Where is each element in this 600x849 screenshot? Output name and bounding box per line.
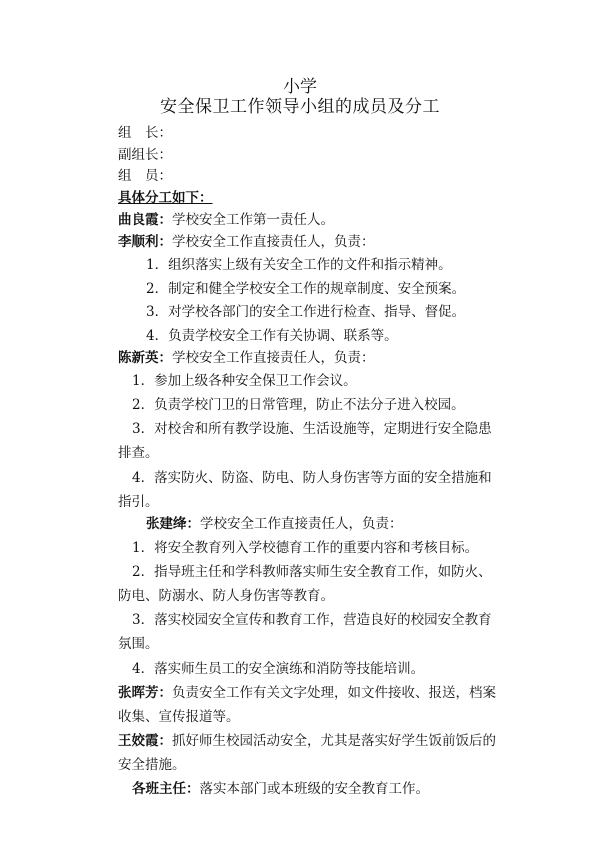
list-item-cont: 指引。 — [118, 494, 159, 510]
assignment-chen — [118, 349, 375, 367]
roster-member: 组 员： — [118, 168, 172, 184]
assignment-zhang-jj — [146, 515, 403, 533]
assignment-li — [118, 233, 375, 251]
list-item: 3．对校舍和所有教学设施、生活设施等，定期进行安全隐患 — [132, 421, 492, 437]
list-item: 4．负责学校安全工作有关协调、联系等。 — [146, 328, 398, 344]
assignment-class-teachers — [132, 780, 429, 798]
duty-text: 落实本部门或本班级的安全教育工作。 — [199, 781, 429, 797]
assignment-qu — [118, 211, 334, 229]
list-item: 3．落实校园安全宣传和教育工作，营造良好的校园安全教育 — [132, 612, 492, 628]
list-item: 4．落实防火、防盗、防电、防人身伤害等方面的安全措施和 — [132, 470, 492, 486]
assignment-wang — [118, 732, 496, 750]
person-name: 李顺利： — [118, 234, 172, 250]
assignment-zhang-hf — [118, 684, 496, 702]
document-title: 安全保卫工作领导小组的成员及分工 — [160, 97, 440, 117]
section-heading: 具体分工如下： — [118, 190, 213, 206]
person-name: 曲良霞： — [118, 212, 172, 228]
duty-text: 学校安全工作直接责任人，负责： — [172, 350, 375, 366]
list-item: 2．指导班主任和学科教师落实师生安全教育工作，如防火、 — [132, 564, 492, 580]
person-name: 各班主任： — [132, 781, 200, 797]
person-name: 张晖芳： — [118, 685, 172, 701]
list-item: 1．组织落实上级有关安全工作的文件和指示精神。 — [146, 257, 452, 273]
roster-deputy: 副组长： — [118, 147, 172, 163]
person-name: 王姣霞： — [118, 733, 172, 749]
duty-text: 抓好师生校园活动安全，尤其是落实好学生饭前饭后的 — [172, 733, 496, 749]
list-item: 2．制定和健全学校安全工作的规章制度、安全预案。 — [146, 281, 466, 297]
school-title: 小学 — [283, 77, 317, 97]
duty-cont: 安全措施。 — [118, 757, 186, 773]
person-name: 张建绛： — [146, 516, 200, 532]
list-item: 3．对学校各部门的安全工作进行检查、指导、督促。 — [146, 304, 466, 320]
list-item-cont: 防电、防溺水、防人身伤害等教育。 — [118, 588, 334, 604]
duty-text: 学校安全工作直接责任人，负责： — [200, 516, 403, 532]
list-item: 1．将安全教育列入学校德育工作的重要内容和考核目标。 — [132, 540, 479, 556]
roster-leader: 组 长： — [118, 125, 172, 141]
duty-cont: 收集、宣传报道等。 — [118, 709, 240, 725]
list-item: 1．参加上级各种安全保卫工作会议。 — [132, 373, 357, 389]
list-item-cont: 氛围。 — [118, 636, 159, 652]
list-item: 4．落实师生员工的安全演练和消防等技能培训。 — [132, 661, 425, 677]
duty-text: 负责安全工作有关文字处理，如文件接收、报送，档案 — [172, 685, 496, 701]
list-item: 2．负责学校门卫的日常管理，防止不法分子进入校园。 — [132, 397, 465, 413]
list-item-cont: 排查。 — [118, 445, 159, 461]
person-name: 陈新英： — [118, 350, 172, 366]
duty-text: 学校安全工作第一责任人。 — [172, 212, 334, 228]
duty-text: 学校安全工作直接责任人，负责： — [172, 234, 375, 250]
